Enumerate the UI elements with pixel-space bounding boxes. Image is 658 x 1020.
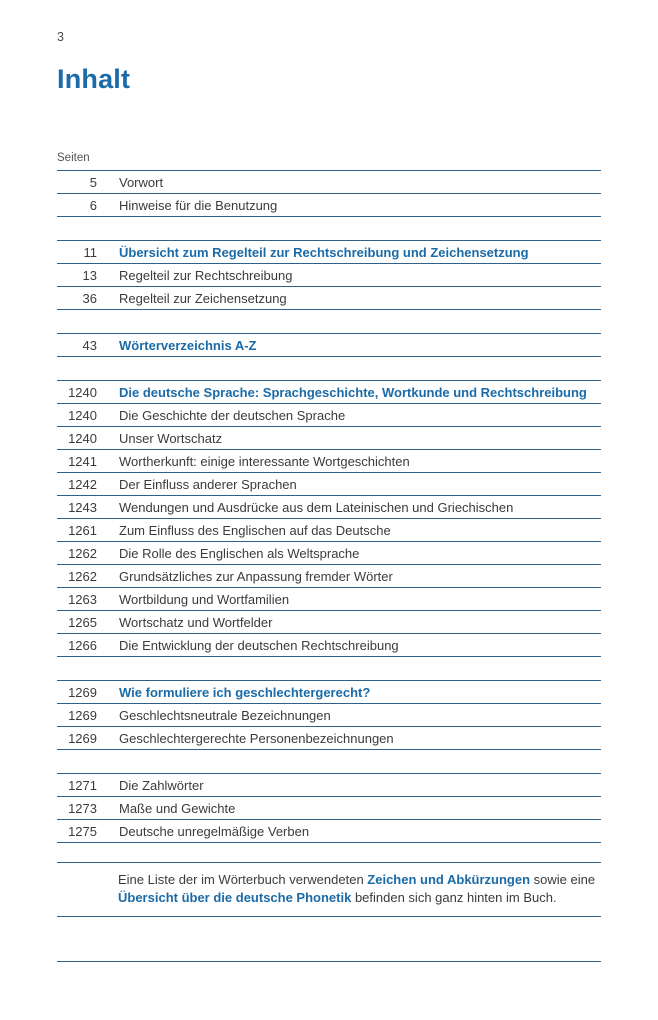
toc-entry-title: Zum Einfluss des Englischen auf das Deutsche <box>119 522 391 538</box>
toc-page-number: 6 <box>89 197 97 213</box>
toc-groups <box>57 170 601 843</box>
toc-entry-title: Vorwort <box>119 174 164 190</box>
toc-page-number: 13 <box>82 267 97 283</box>
toc-row <box>57 264 601 287</box>
toc-row <box>57 194 601 217</box>
toc-group <box>57 333 601 357</box>
toc-page-number: 5 <box>89 174 97 190</box>
toc-row <box>57 542 601 565</box>
toc-entry-title: Wortschatz und Wortfelder <box>119 614 273 630</box>
toc-entry-title: Deutsche unregelmäßige Verben <box>119 823 310 839</box>
toc-page-number: 1266 <box>68 637 97 653</box>
toc-row-section-heading <box>57 381 601 404</box>
toc-row-section-heading <box>57 681 601 704</box>
toc-page-number: 1269 <box>68 707 97 723</box>
footer-text-1: Eine Liste der im Wörterbuch verwendeten <box>118 872 368 887</box>
toc-page-number: 1269 <box>68 730 97 746</box>
toc-row <box>57 171 601 194</box>
bottom-rule <box>57 961 601 962</box>
toc-entry-title: Geschlechtsneutrale Bezeichnungen <box>119 707 331 723</box>
toc-group <box>57 680 601 750</box>
toc-row-section-heading <box>57 334 601 357</box>
toc-page-number: 11 <box>83 244 97 260</box>
toc-row <box>57 473 601 496</box>
toc-page-number: 1263 <box>68 591 97 607</box>
toc-entry-title: Wortbildung und Wortfamilien <box>119 591 290 607</box>
toc-entry-title: Geschlechtergerechte Personenbezeichnungen <box>119 730 394 746</box>
toc-page-number: 1265 <box>68 614 97 630</box>
toc-page-number: 43 <box>82 337 97 353</box>
toc-row <box>57 427 601 450</box>
toc-entry-title: Wie formuliere ich geschlechtergerecht? <box>119 684 371 700</box>
page-content <box>57 0 601 962</box>
toc-entry-title: Die Zahlwörter <box>119 777 204 793</box>
toc-row <box>57 404 601 427</box>
toc-row <box>57 634 601 657</box>
toc-entry-title: Die Entwicklung der deutschen Rechtschreibung <box>119 637 399 653</box>
toc-page-number: 1273 <box>68 800 97 816</box>
toc-row <box>57 611 601 634</box>
toc-entry-title: Grundsätzliches zur Anpassung fremder Wörter <box>119 568 393 584</box>
toc-row <box>57 588 601 611</box>
toc-page-number: 1261 <box>68 522 97 538</box>
toc-entry-title: Maße und Gewichte <box>119 800 236 816</box>
toc-entry-title: Wörterverzeichnis A-Z <box>119 337 257 353</box>
footer-text-2: sowie eine <box>530 872 596 887</box>
toc-entry-title: Regelteil zur Zeichensetzung <box>119 290 287 306</box>
toc-page-number: 1271 <box>68 777 97 793</box>
toc-page-number: 36 <box>82 290 97 306</box>
toc-page-number: 1262 <box>68 545 97 561</box>
toc-entry-title: Regelteil zur Rechtschreibung <box>119 267 293 283</box>
toc-row <box>57 565 601 588</box>
toc-entry-title: Die Rolle des Englischen als Weltsprache <box>119 545 360 561</box>
toc-group <box>57 240 601 310</box>
toc-row <box>57 820 601 843</box>
toc-row <box>57 727 601 750</box>
page-folio: 3 <box>57 30 64 44</box>
toc-group <box>57 773 601 843</box>
toc-entry-title: Hinweise für die Benutzung <box>119 197 278 213</box>
toc-row <box>57 774 601 797</box>
toc-entry-title: Die deutsche Sprache: Sprachgeschichte, Wortkunde und Rechtschreibung <box>119 384 587 400</box>
toc-group <box>57 170 601 217</box>
toc-page-number: 1275 <box>68 823 97 839</box>
toc-row <box>57 797 601 820</box>
toc-entry-title: Übersicht zum Regelteil zur Rechtschreibung und Zeichensetzung <box>119 244 529 260</box>
toc-entry-title: Wendungen und Ausdrücke aus dem Lateinischen und Griechischen <box>119 499 514 515</box>
page-title: Inhalt <box>57 64 131 94</box>
toc-row <box>57 450 601 473</box>
toc-entry-title: Der Einfluss anderer Sprachen <box>119 476 297 492</box>
toc-entry-title: Wortherkunft: einige interessante Wortgeschichten <box>119 453 410 469</box>
toc-group <box>57 380 601 657</box>
toc-row <box>57 287 601 310</box>
toc-row <box>57 519 601 542</box>
toc-page-number: 1240 <box>68 430 97 446</box>
footer-text-3: befinden sich ganz hinten im Buch. <box>351 889 557 905</box>
footer-link-phonetik: Übersicht über die deutsche Phonetik <box>118 889 352 905</box>
column-header-seiten: Seiten <box>57 152 90 164</box>
toc-entry-title: Unser Wortschatz <box>119 430 223 446</box>
footer-link-zeichen-abkuerzungen: Zeichen und Abkürzungen <box>367 872 531 887</box>
toc-page-number: 1240 <box>68 384 97 400</box>
toc-row-section-heading <box>57 241 601 264</box>
toc-page-number: 1242 <box>68 476 97 492</box>
toc-page-number: 1262 <box>68 568 97 584</box>
toc-page-number: 1240 <box>68 407 97 423</box>
toc-row <box>57 496 601 519</box>
footer-note <box>57 862 601 917</box>
toc-page-number: 1269 <box>68 684 97 700</box>
toc-page-number: 1243 <box>68 499 97 515</box>
toc-entry-title: Die Geschichte der deutschen Sprache <box>119 407 346 423</box>
toc-page-number: 1241 <box>68 453 97 469</box>
toc-row <box>57 704 601 727</box>
